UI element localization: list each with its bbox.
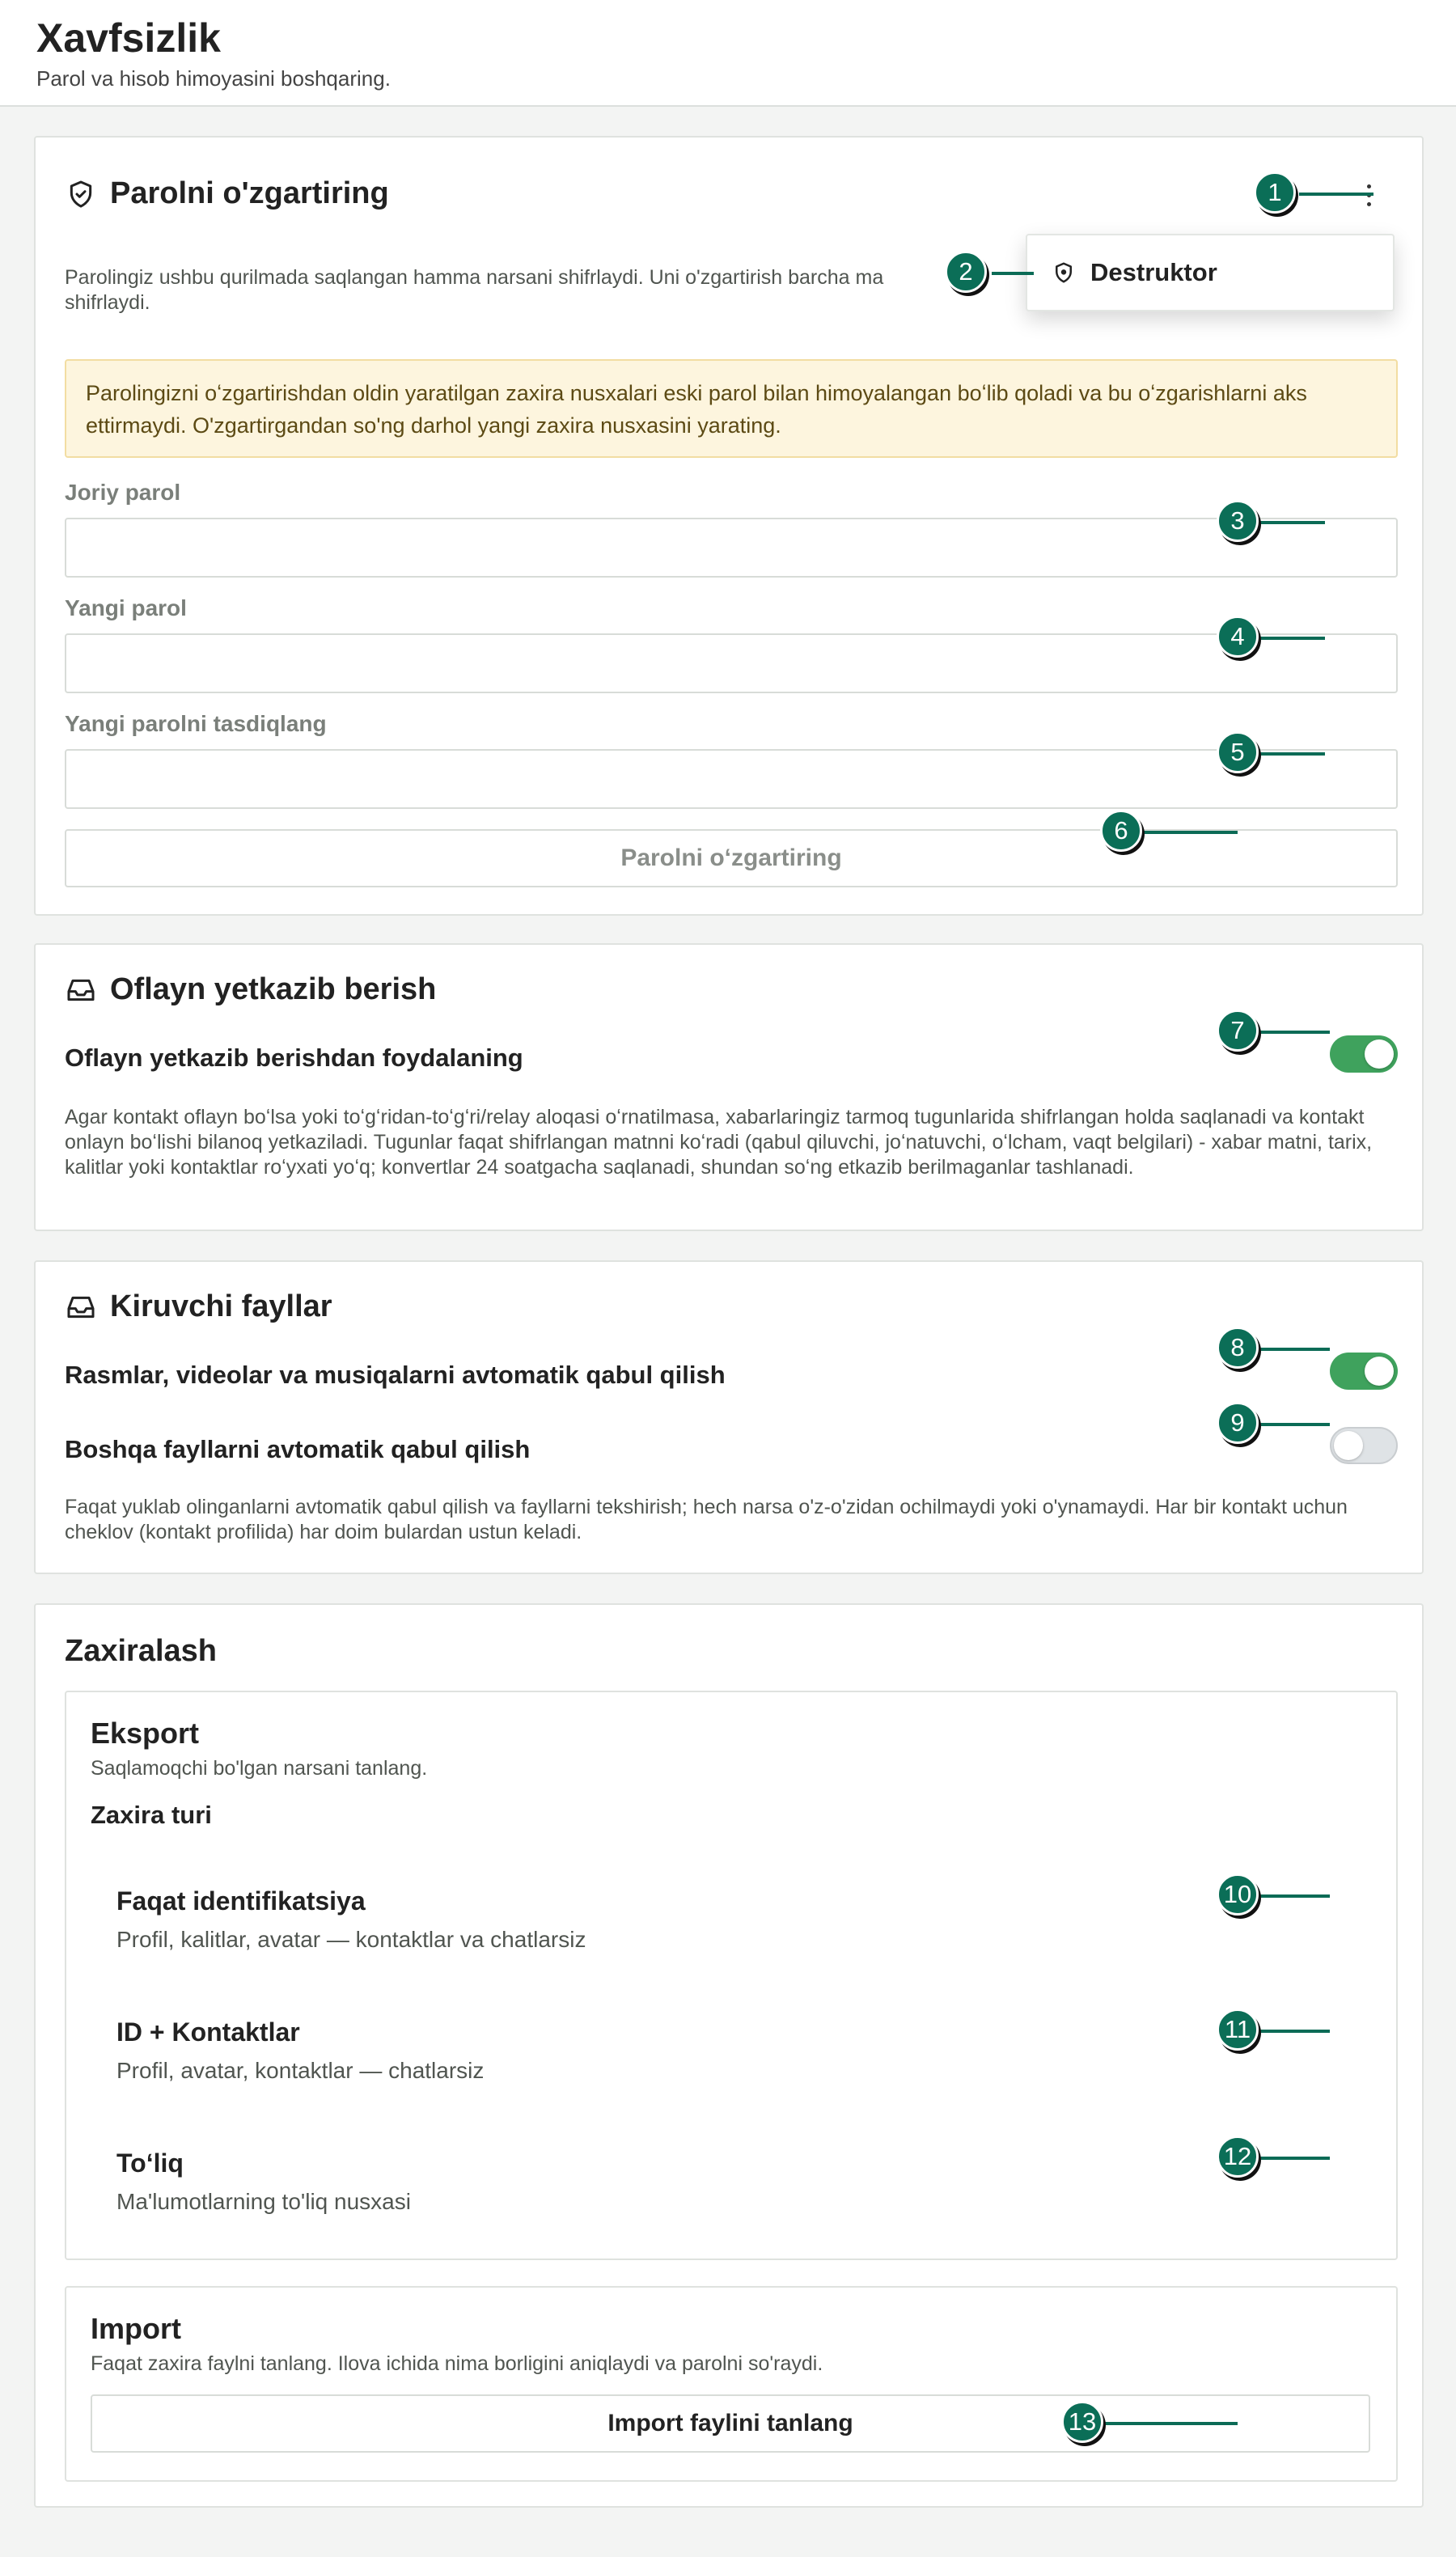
export-title: Eksport (91, 1717, 200, 1750)
page-subtitle: Parol va hisob himoyasini boshqaring. (36, 66, 391, 91)
backup-option-subtitle: Ma'lumotlarning to'liq nusxasi (116, 2189, 411, 2214)
backup-option-subtitle: Profil, kalitlar, avatar — kontaktlar va chatlarsiz (116, 1927, 586, 1952)
change-password-button[interactable]: Parolni oʻzgartiring (65, 829, 1398, 887)
annotation-marker-2: 2 (945, 251, 987, 293)
destructor-menu-item[interactable] (1026, 234, 1395, 311)
backup-card-title: Zaxiralash (65, 1634, 217, 1668)
import-title: Import (91, 2312, 181, 2345)
auto-accept-other-toggle[interactable] (1330, 1427, 1398, 1464)
annotation-marker-13: 13 (1061, 2401, 1103, 2443)
backup-option-title: Toʻliq (116, 2148, 184, 2178)
marker-line (1260, 2157, 1330, 2160)
marker-line (1260, 2030, 1330, 2033)
annotation-marker-9: 9 (1217, 1402, 1259, 1444)
inbox-icon (65, 1291, 97, 1323)
annotation-marker-12: 12 (1217, 2136, 1259, 2178)
shield-check-icon (65, 178, 97, 210)
shield-icon (1052, 260, 1076, 285)
annotation-marker-7: 7 (1217, 1010, 1259, 1052)
marker-line (1260, 1894, 1330, 1898)
password-card-title (65, 176, 389, 211)
offline-delivery-toggle[interactable] (1330, 1035, 1398, 1073)
password-description (65, 265, 1076, 315)
auto-accept-media-label: Rasmlar, videolar va musiqalarni avtomatik qabul qilish (65, 1361, 726, 1389)
page-title: Xavfsizlik (36, 15, 221, 61)
marker-line (1105, 2422, 1238, 2425)
annotation-marker-8: 8 (1217, 1327, 1259, 1369)
kebab-menu-icon[interactable] (1365, 184, 1372, 209)
incoming-card-title-text: Kiruvchi fayllar (110, 1289, 332, 1323)
import-subtitle: Faqat zaxira faylni tanlang. Ilova ichida nima borligini aniqlaydi va parolni so'raydi. (91, 2352, 823, 2375)
backup-card (34, 1603, 1424, 2508)
auto-accept-other-label: Boshqa fayllarni avtomatik qabul qilish (65, 1435, 531, 1463)
offline-card-title-text: Oflayn yetkazib berish (110, 972, 437, 1006)
annotation-marker-3: 3 (1217, 500, 1259, 542)
current-password-input[interactable] (65, 518, 1398, 578)
offline-toggle-label: Oflayn yetkazib berishdan foydalaning (65, 1044, 523, 1072)
import-section (65, 2286, 1398, 2482)
password-card-title-text: Parolni o'zgartiring (110, 176, 389, 210)
backup-warning-alert: Parolingizni oʻzgartirishdan oldin yaratilgan zaxira nusxalari eski parol bilan himoyalangan boʻlib qoladi va bu oʻzgarishlarni aks ettirmaydi. O'zgartirgandan so'ng darhol yangi zaxira nusxasini yarating. (65, 359, 1398, 458)
offline-delivery-card (34, 943, 1424, 1231)
annotation-marker-4: 4 (1217, 616, 1259, 658)
current-password-label: Joriy parol (65, 480, 181, 505)
backup-option-title: Faqat identifikatsiya (116, 1886, 366, 1916)
marker-line (992, 272, 1034, 275)
page-header (0, 0, 1456, 107)
backup-option-subtitle: Profil, avatar, kontaktlar — chatlarsiz (116, 2058, 485, 2083)
export-subtitle: Saqlamoqchi bo'lgan narsani tanlang. (91, 1757, 428, 1780)
marker-line (1260, 1348, 1330, 1351)
destructor-menu-label: Destruktor (1090, 258, 1217, 286)
marker-line (1260, 637, 1325, 640)
backup-type-label: Zaxira turi (91, 1801, 212, 1829)
confirm-password-input[interactable] (65, 749, 1398, 809)
marker-line (1144, 831, 1238, 834)
annotation-marker-5: 5 (1217, 731, 1259, 773)
offline-description: Agar kontakt oflayn boʻlsa yoki toʻgʻridan-toʻgʻri/relay aloqasi oʻrnatilmasa, xabarlaringiz tarmoq tugunlarida shifrlangan holda saqlanadi va kontakt onlayn boʻlishi bilanoq yetkaziladi. Tugunlar faqat shifrlangan matnni koʻradi (qabul qiluvchi, joʻnatuvchi, oʻlcham, vaqt belgilari) - xabar matni, tarix, kalitlar yoki kontaktlar roʻyxati yoʻq; konvertlar 24 soatgacha saqlanadi, shundan soʻng etkazib berilmaganlar tashlanadi. (65, 1106, 1373, 1179)
incoming-files-card (34, 1260, 1424, 1574)
password-description-line1: Parolingiz ushbu qurilmada saqlangan hamma narsani shifrlaydi. Uni o'zgartirish barcha ma (65, 266, 884, 289)
confirm-password-label: Yangi parolni tasdiqlang (65, 711, 327, 736)
export-section (65, 1691, 1398, 2260)
marker-line (1260, 521, 1325, 524)
offline-card-title (65, 972, 436, 1007)
annotation-marker-1: 1 (1254, 171, 1296, 214)
new-password-label: Yangi parol (65, 595, 187, 620)
annotation-marker-11: 11 (1217, 2009, 1259, 2051)
password-description-line2: shifrlaydi. (65, 291, 150, 314)
incoming-description: Faqat yuklab olinganlarni avtomatik qabul qilish va fayllarni tekshirish; hech narsa o'z-o'zidan ochilmaydi yoki o'ynamaydi. Har bir kontakt uchun cheklov (kontakt profilida) har doim bulardan ustun keladi. (65, 1496, 1348, 1543)
annotation-marker-10: 10 (1217, 1873, 1259, 1916)
marker-line (1260, 1423, 1330, 1426)
backup-option-title: ID + Kontaktlar (116, 2017, 300, 2047)
annotation-marker-6: 6 (1100, 810, 1142, 852)
marker-line (1260, 752, 1325, 756)
marker-line (1299, 193, 1373, 196)
new-password-input[interactable] (65, 633, 1398, 693)
choose-import-file-button[interactable]: Import faylini tanlang (91, 2394, 1370, 2453)
marker-line (1260, 1031, 1330, 1034)
auto-accept-media-toggle[interactable] (1330, 1353, 1398, 1390)
inbox-icon (65, 974, 97, 1006)
incoming-card-title (65, 1289, 332, 1324)
